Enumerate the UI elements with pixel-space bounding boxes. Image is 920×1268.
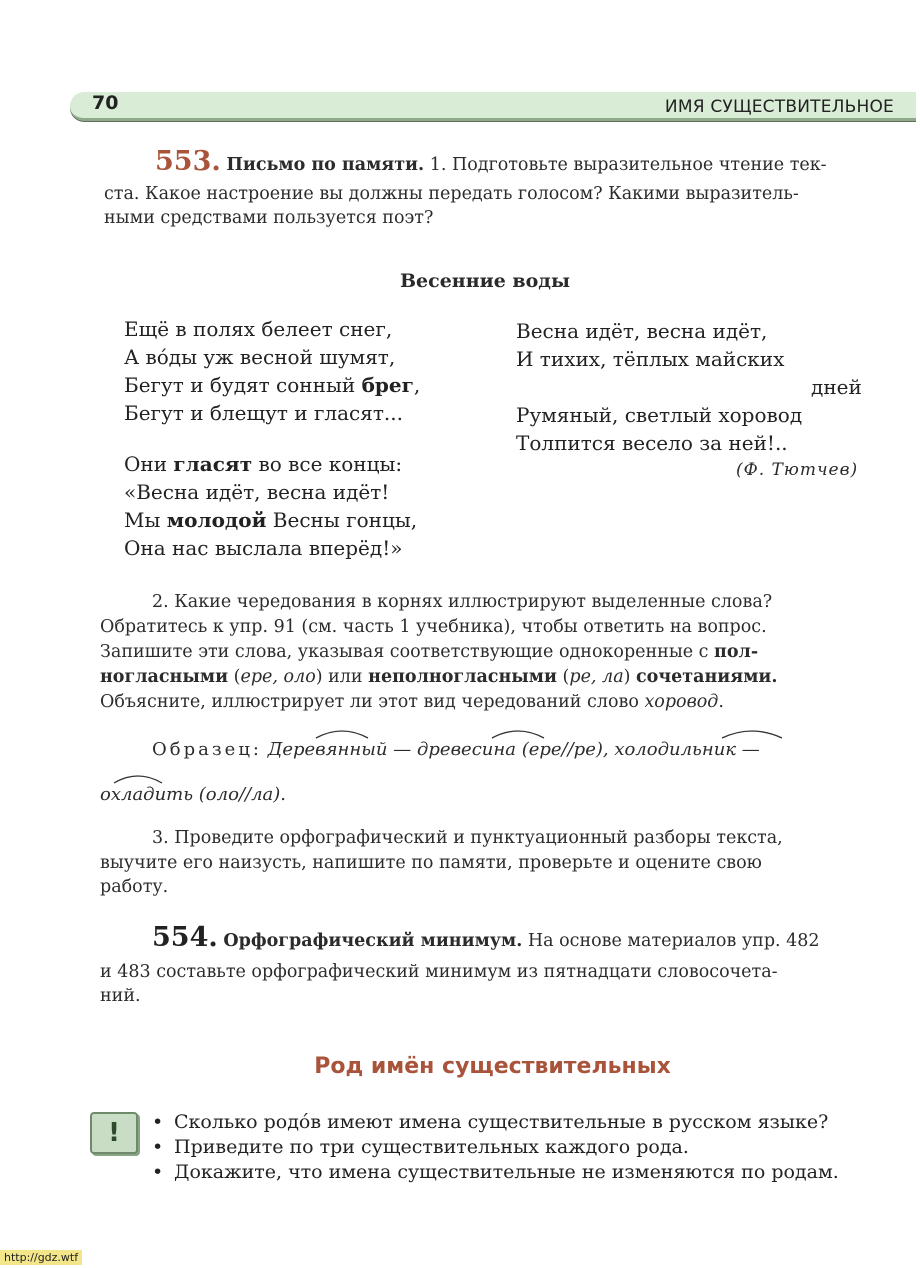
list-item <box>152 1160 839 1185</box>
poem-line: дней <box>811 375 862 399</box>
task3-line1: 3. Проведите орфографический и пунктуационный разборы текста, <box>152 828 783 848</box>
ex554-first-line <box>152 922 820 953</box>
poem-title: Весенние воды <box>400 270 570 292</box>
poem-attribution: (Ф. Тютчев) <box>736 460 859 480</box>
root-arc-mark <box>488 726 548 740</box>
poem-line <box>124 450 417 478</box>
poem-line <box>124 371 420 399</box>
list-item <box>152 1135 839 1160</box>
text: Запишите эти слова, указывая соответствующие однокоренные с <box>100 642 715 662</box>
italic-term: хоровод <box>644 692 719 712</box>
poem-text: Они <box>124 452 174 476</box>
poem-line: Толпится весело за ней!.. <box>516 431 788 455</box>
root-arc-mark <box>718 726 786 740</box>
poem-text: во все концы: <box>252 452 403 476</box>
section-title: ИМЯ СУЩЕСТВИТЕЛЬНОЕ <box>664 97 894 117</box>
section-subheading: Род имён существительных <box>314 1054 671 1079</box>
highlighted-word-breg: брег <box>361 373 414 397</box>
dash: — <box>387 739 417 760</box>
poem-line-text: Бегут и будят сонный <box>124 373 362 397</box>
italic-term: ере, оло <box>240 667 316 687</box>
ex554-line2: и 483 составьте орфографический минимум из пятнадцати словосочета- <box>100 962 778 982</box>
poem-line: Румяный, светлый хоровод <box>516 403 803 427</box>
task2-line3 <box>100 640 758 664</box>
list-item <box>152 1110 839 1135</box>
icon-glyph: ! <box>108 1118 120 1148</box>
list-item-text: Приведите по три существительных каждого рода. <box>174 1136 689 1158</box>
highlighted-word-glasyat: гласят <box>173 452 253 476</box>
text: ( <box>228 667 241 687</box>
task2-line2: Обратитесь к упр. 91 (см. часть 1 учебника), чтобы ответить на вопрос. <box>100 617 767 637</box>
poem-line: Она нас выслала вперёд!» <box>124 536 403 560</box>
ex553-number: 553. <box>155 146 221 177</box>
poem-line: «Весна идёт, весна идёт! <box>124 480 390 504</box>
ex554-number: 554. <box>152 922 218 953</box>
bold-term: пол- <box>714 642 759 662</box>
alternation: (ере//ре), <box>515 739 615 760</box>
task2-line1: 2. Какие чередования в корнях иллюстрируют выделенные слова? <box>152 592 773 612</box>
sample-line2 <box>100 783 286 807</box>
ex553-first-line <box>155 146 827 177</box>
poem-left-stanza-2 <box>124 450 417 562</box>
bold-term: сочетаниями. <box>636 667 778 687</box>
highlighted-word-molodoy: молодой <box>166 508 267 532</box>
root-arc-mark <box>312 726 372 740</box>
text: ) или <box>315 667 369 687</box>
sample-word-holodilnik: холодильник <box>614 739 737 760</box>
poem-line: Весна идёт, весна идёт, <box>516 319 768 343</box>
page-number: 70 <box>92 92 119 114</box>
bold-term: неполногласными <box>368 667 557 687</box>
poem-line <box>124 506 417 534</box>
list-item-text: Сколько родо́в имеют имена существительные в русском языке? <box>174 1111 829 1133</box>
ex553-line2: ста. Какое настроение вы должны передать голосом? Какими выразитель- <box>104 184 799 204</box>
poem-line: И тихих, тёплых майских <box>516 347 785 371</box>
bullet: • <box>152 1111 164 1133</box>
italic-term: ре, ла <box>569 667 624 687</box>
text: Объясните, иллюстрирует ли этот вид чередований слово <box>100 692 645 712</box>
watermark-link[interactable]: http://gdz.wtf <box>0 1250 82 1265</box>
sample-word-drevesina: древесина <box>416 739 516 760</box>
task3-line3: работу. <box>100 877 169 897</box>
poem-text: Весны гонцы, <box>266 508 418 532</box>
text: ) <box>623 667 637 687</box>
sample-word-derevyanny: Деревянный <box>267 739 388 760</box>
ex553-line1: 1. Подготовьте выразительное чтение тек- <box>424 155 827 175</box>
poem-text: Мы <box>124 508 167 532</box>
poem-comma: , <box>413 373 421 397</box>
ex553-title: Письмо по памяти. <box>226 155 425 175</box>
poem-line: Бегут и блещут и гласят... <box>124 401 404 425</box>
bullet: • <box>152 1136 164 1158</box>
sample-word-ohladit: охладить <box>100 784 194 805</box>
ex553-line3: ными средствами пользуется поэт? <box>104 208 434 228</box>
dash: — <box>736 739 760 760</box>
ex554-line3: ний. <box>100 986 141 1006</box>
bold-term: ногласными <box>100 667 229 687</box>
poem-left-stanza-1 <box>124 315 420 427</box>
text: . <box>718 692 724 712</box>
question-list <box>152 1110 839 1185</box>
task3-line2: выучите его наизусть, напишите по памяти, проверьте и оцените свою <box>100 853 762 873</box>
task2-line4 <box>100 665 777 689</box>
text: ( <box>556 667 570 687</box>
sample-line1 <box>152 738 760 762</box>
bullet: • <box>152 1161 164 1183</box>
warning-exclamation-icon <box>90 1112 138 1154</box>
sample-label: Образец: <box>152 739 262 760</box>
poem-line: Ещё в полях белеет снег, <box>124 317 393 341</box>
list-item-text: Докажите, что имена существительные не изменяются по родам. <box>174 1161 839 1183</box>
root-arc-mark <box>110 771 166 785</box>
poem-line: А во́ды уж весной шумят, <box>124 345 396 369</box>
ex554-title: Орфографический минимум. <box>223 931 523 951</box>
task2-line5 <box>100 690 724 714</box>
alternation: (оло//ла). <box>193 784 287 805</box>
ex554-line1: На основе материалов упр. 482 <box>522 931 820 951</box>
poem-right-stanza <box>516 317 862 457</box>
